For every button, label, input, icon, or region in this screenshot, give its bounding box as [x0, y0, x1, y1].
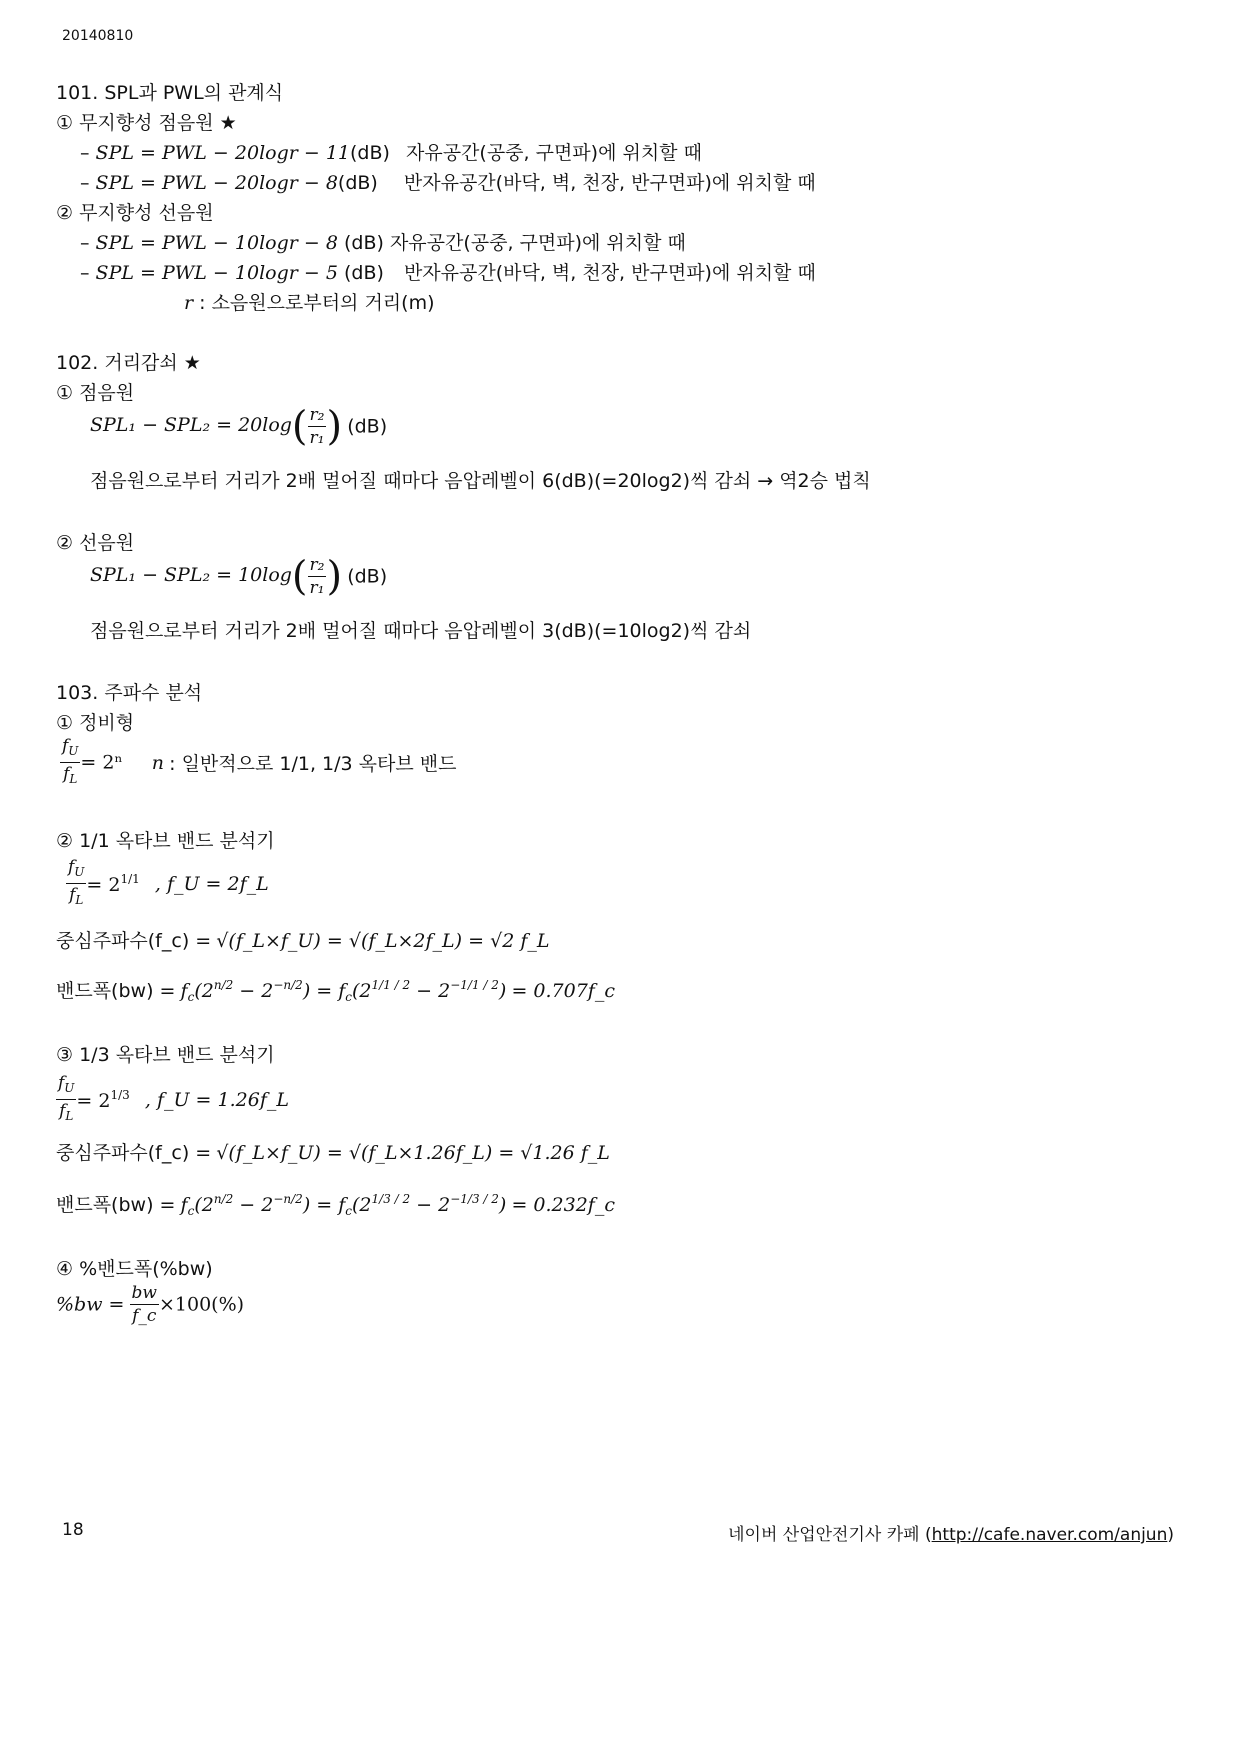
section-101-title: 101. SPL과 PWL의 관계식: [56, 82, 284, 104]
s102-eq2-unit: (dB): [347, 565, 388, 588]
s101-line-source: ② 무지향성 선음원: [56, 202, 214, 224]
s103-center-freq-1: [56, 926, 549, 953]
left-paren: (: [291, 403, 308, 450]
pbw-rhs: ×100(%): [158, 1293, 245, 1316]
s102-line-source: ② 선음원: [56, 532, 135, 554]
bw-expr: $f_c(2^{n/2} - 2^{-n/2}) = f_c(2^{1/3 / 2} - 2^{-1/3 / 2})$: [180, 1192, 507, 1218]
r-symbol: r: [184, 292, 194, 314]
frac-den: r₁: [309, 428, 325, 448]
s103-eq4: [56, 1282, 244, 1327]
s103-eq3-fu: , f_U = 1.26f_L: [144, 1088, 289, 1111]
fu-over-fl: $\frac{f_U}{f_L}$: [68, 857, 85, 907]
s101-eq4-row: [80, 258, 816, 285]
s103-eq2: [66, 856, 269, 911]
right-paren: ): [326, 553, 343, 600]
header-date: 20140810: [62, 28, 134, 44]
s103-octave-1-3: ③ 1/3 옥타브 밴드 분석기: [56, 1044, 275, 1066]
bw-result: = 0.232f_c: [511, 1194, 615, 1216]
right-paren: ): [326, 403, 343, 450]
n-symbol: n: [151, 751, 165, 774]
footer-close: ): [1167, 1525, 1174, 1545]
footer-link[interactable]: http://cafe.naver.com/anjun: [931, 1525, 1168, 1545]
s103-bandwidth-1: [56, 976, 615, 1004]
s103-eq3: [56, 1072, 289, 1127]
bw-over-fc: $\frac{bw}{f\_c}$: [131, 1283, 157, 1326]
bw-result: = 0.707f_c: [511, 980, 615, 1002]
frac-num: r₂: [309, 555, 325, 575]
dash: –: [80, 172, 96, 194]
r-desc: : 소음원으로부터의 거리(m): [199, 292, 435, 314]
s101-eq2: SPL = PWL − 20logr − 8: [95, 172, 338, 194]
power-expr: = $2^{1/3}$: [76, 1087, 130, 1112]
s103-eq2-fu: , f_U = 2f_L: [154, 872, 269, 895]
fraction: [308, 404, 327, 449]
s101-eq2-unit: (dB): [337, 172, 378, 194]
s101-r-note: [184, 288, 435, 315]
fu-over-fl: $\frac{f_U}{f_L}$: [62, 736, 79, 786]
s102-eq2-lhs: SPL₁ − SPL₂ = 10log: [90, 564, 292, 586]
s102-point-text: 점음원으로부터 거리가 2배 멀어질 때마다 음압레벨이 6(dB)(=20log2)씩 감쇠 → 역2승 법칙: [90, 470, 871, 492]
s102-eq1-unit: (dB): [347, 415, 388, 438]
s102-eq1: [90, 404, 387, 449]
s103-eq1-desc: : 일반적으로 1/1, 1/3 옥타브 밴드: [169, 753, 457, 775]
dash: –: [80, 142, 96, 164]
center-rhs: √(f_L×f_U) = √(f_L×1.26f_L) = √1.26 f_L: [216, 1142, 610, 1164]
s101-eq3-desc: 자유공간(공중, 구면파)에 위치할 때: [389, 232, 686, 254]
s101-point-source: ① 무지향성 점음원 ★: [56, 112, 237, 134]
s103-bandwidth-3: [56, 1190, 615, 1218]
center-label: 중심주파수(f_c) =: [56, 1142, 212, 1164]
s102-eq2: [90, 554, 387, 599]
footer-credit: [728, 1520, 1174, 1545]
s102-line-text: 점음원으로부터 거리가 2배 멀어질 때마다 음압레벨이 3(dB)(=10log2)씩 감쇠: [90, 620, 752, 642]
center-rhs: √(f_L×f_U) = √(f_L×2f_L) = √2 f_L: [216, 930, 550, 952]
s101-eq1-row: [80, 138, 702, 165]
s102-eq1-lhs: SPL₁ − SPL₂ = 20log: [90, 414, 292, 436]
dash: –: [80, 262, 96, 284]
s101-eq1-unit: (dB): [350, 142, 390, 164]
section-103-title: 103. 주파수 분석: [56, 682, 203, 704]
s101-eq3-row: [80, 228, 686, 255]
s101-eq3: SPL = PWL − 10logr − 8: [95, 232, 338, 254]
bw-expr: $f_c(2^{n/2} - 2^{-n/2}) = f_c(2^{1/1 / 2} - 2^{-1/1 / 2})$: [180, 978, 507, 1004]
s103-center-freq-3: [56, 1138, 610, 1165]
s101-eq4: SPL = PWL − 10logr − 5: [95, 262, 338, 284]
s101-eq1: SPL = PWL − 20logr − 11: [95, 142, 351, 164]
power-expr: = $2^{1/1}$: [86, 871, 140, 896]
s101-eq3-unit: (dB): [343, 232, 384, 254]
frac-num: r₂: [309, 405, 325, 425]
dash: –: [80, 232, 96, 254]
footer-site: 네이버 산업안전기사 카페 (: [728, 1525, 932, 1545]
center-label: 중심주파수(f_c) =: [56, 930, 212, 952]
s101-eq4-unit: (dB): [343, 262, 384, 284]
s103-eq1: [60, 735, 456, 790]
left-paren: (: [291, 553, 308, 600]
bw-label: 밴드폭(bw) =: [56, 980, 176, 1002]
bw-label: 밴드폭(bw) =: [56, 1194, 176, 1216]
pbw-lhs: %bw =: [56, 1293, 125, 1316]
page-number: 18: [62, 1520, 84, 1540]
s101-eq2-row: [80, 168, 816, 195]
s103-octave-1-1: ② 1/1 옥타브 밴드 분석기: [56, 830, 275, 852]
frac-den: r₁: [309, 578, 325, 598]
s103-constant-ratio: ① 정비형: [56, 712, 135, 734]
fraction: [308, 554, 327, 599]
s102-point-source: ① 점음원: [56, 382, 135, 404]
section-102-title: 102. 거리감쇠 ★: [56, 352, 201, 374]
s103-eq1-rhs: = 2ⁿ: [80, 751, 123, 774]
s101-eq1-desc: 자유공간(공중, 구면파)에 위치할 때: [405, 142, 702, 164]
s101-eq4-desc: 반자유공간(바닥, 벽, 천장, 반구면파)에 위치할 때: [403, 262, 816, 284]
s103-percent-bw: ④ %밴드폭(%bw): [56, 1258, 213, 1280]
fu-over-fl: $\frac{f_U}{f_L}$: [58, 1073, 75, 1123]
s101-eq2-desc: 반자유공간(바닥, 벽, 천장, 반구면파)에 위치할 때: [403, 172, 816, 194]
